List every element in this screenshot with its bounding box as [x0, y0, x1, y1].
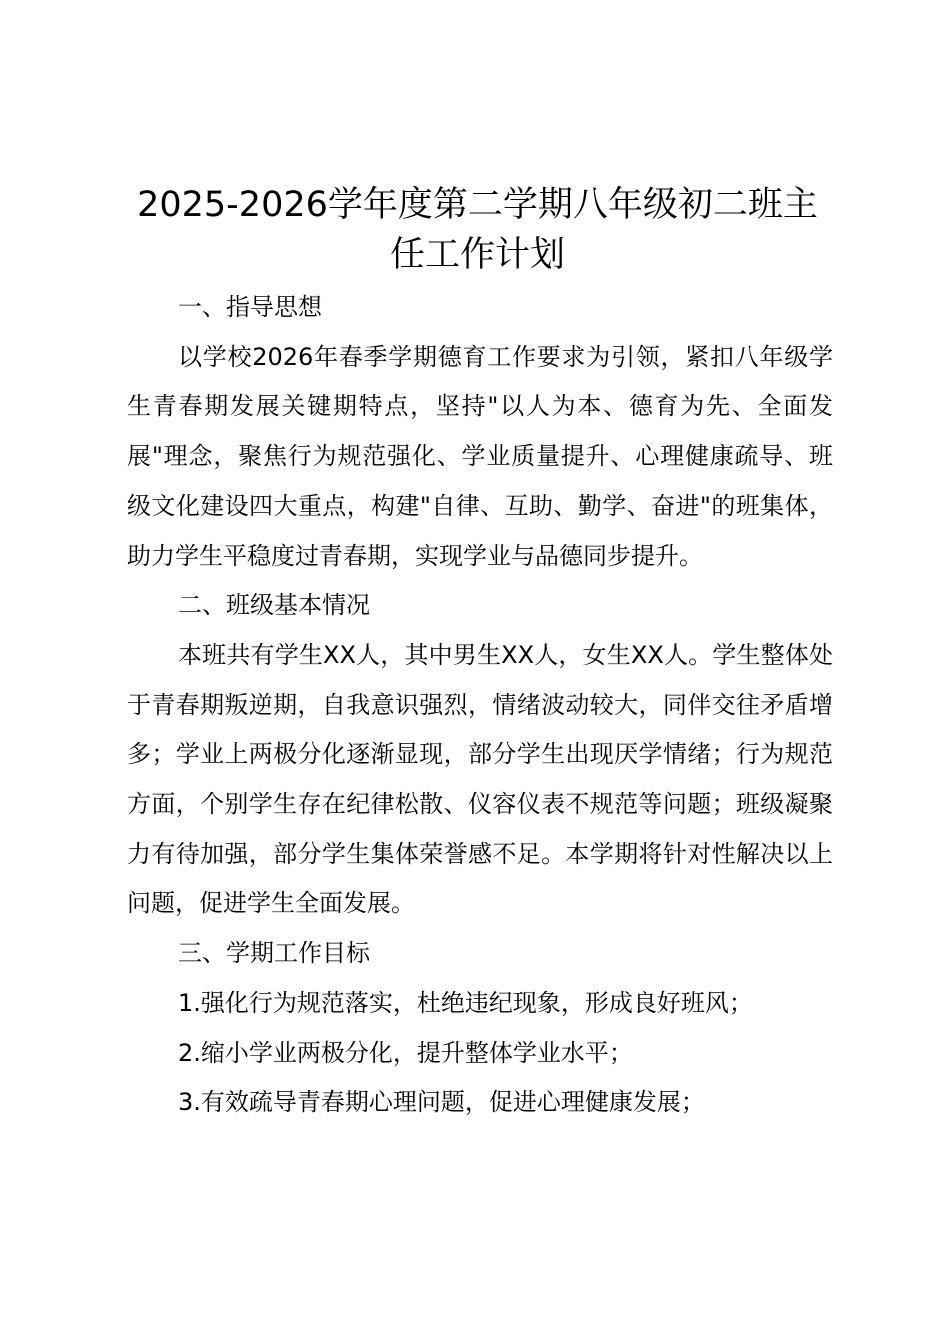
- goal-item: 3.有效疏导青春期心理问题，促进心理健康发展；: [178, 1088, 705, 1117]
- section-paragraph-class-situation: 本班共有学生XX人，其中男生XX人，女生XX人。学生整体处于青春期叛逆期，自我意识强烈，情绪波动较大，同伴交往矛盾增多；学业上两极分化逐渐显现，部分学生出现厌学情绪；行为规范方面，个别学生存在纪律松散、仪容仪表不规范等问题；班级凝聚力有待加强，部分学生集体荣誉感不足。本学期将针对性解决以上问题，促进学生全面发展。: [127, 640, 833, 918]
- section-heading-semester-goals: 三、学期工作目标: [178, 939, 370, 968]
- document-title: 2025-2026学年度第二学期八年级初二班主任工作计划: [137, 185, 818, 275]
- section-heading-class-situation: 二、班级基本情况: [178, 591, 370, 620]
- goal-item: 1.强化行为规范落实，杜绝违纪现象，形成良好班风；: [178, 988, 753, 1017]
- goal-item: 2.缩小学业两极分化，提升整体学业水平；: [178, 1038, 633, 1067]
- document-body: [127, 283, 833, 1128]
- section-paragraph-guiding-ideology: 以学校2026年春季学期德育工作要求为引领，紧扣八年级学生青春期发展关键期特点，坚持"以人为本、德育为先、全面发展"理念，聚焦行为规范强化、学业质量提升、心理健康疏导、班级文化建设四大重点，构建"自律、互助、勤学、奋进"的班集体，助力学生平稳度过青春期，实现学业与品德同步提升。: [127, 342, 833, 570]
- section-heading-guiding-ideology: 一、指导思想: [178, 293, 322, 321]
